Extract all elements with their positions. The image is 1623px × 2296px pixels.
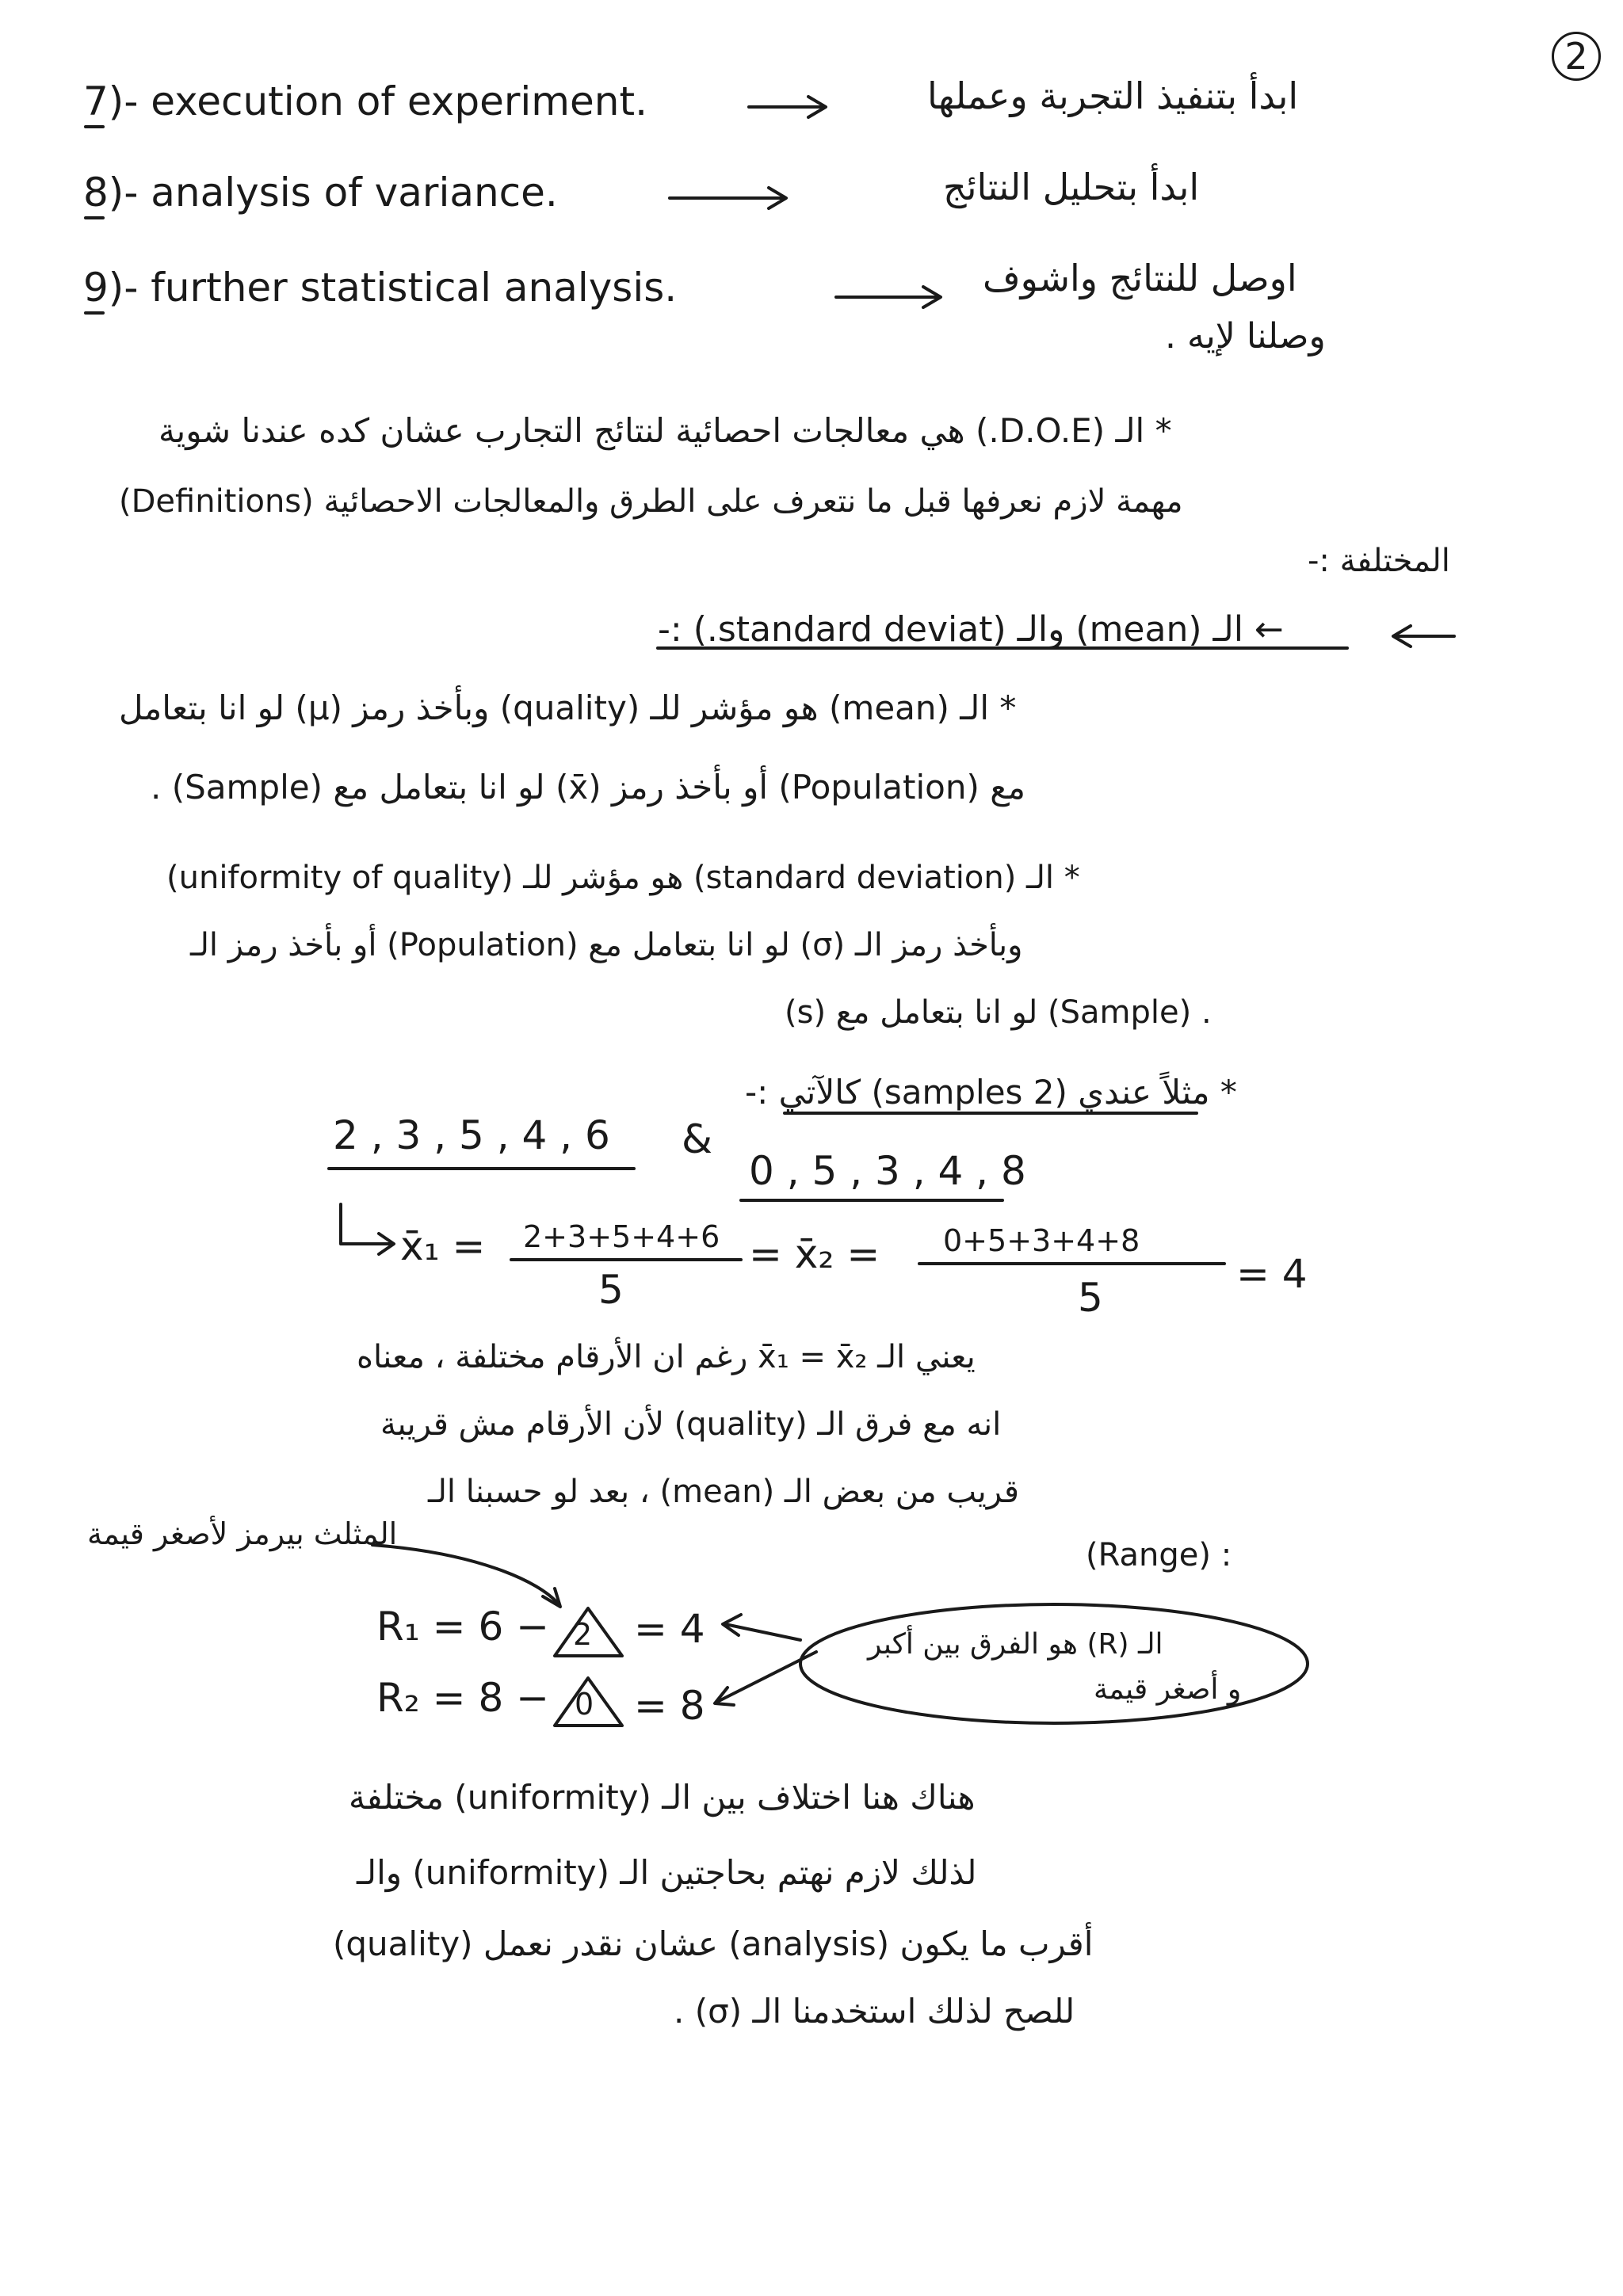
- conclusion-line-3: (quality) عشان نقدر نعمل (analysis) أقرب ما يكون: [333, 1924, 1094, 1963]
- range-r2-expression: R₂ = 8 −: [376, 1675, 550, 1721]
- xbar1-numerator: 2+3+5+4+6: [523, 1219, 720, 1254]
- xbar2-label: = x̄₂ =: [749, 1231, 880, 1277]
- step-8-arabic: ابدأ بتحليل النتائج: [943, 166, 1200, 208]
- example-intro: * مثلاً عندي (2 samples) كالآتي :-: [745, 1073, 1237, 1112]
- xbar2-denominator: 5: [1078, 1275, 1103, 1321]
- range-bubble-line-2: و أصغر قيمة: [1094, 1673, 1242, 1706]
- step-9-arrow: [836, 287, 941, 307]
- sd-def-line-3: (s) لو انا بتعامل مع (Sample) .: [785, 994, 1212, 1031]
- conclusion-line-1: هناك هنا اختلاف بين الـ (uniformity) مختلفة: [349, 1778, 976, 1817]
- range-bubble-line-1: الـ (R) هو الفرق بين أكبر: [868, 1628, 1163, 1661]
- step-9-arabic-cont: وصلنا لإيه .: [1165, 316, 1326, 357]
- xbar2-numerator: 0+5+3+4+8: [943, 1223, 1140, 1258]
- step-8-text: 8)- analysis of variance.: [83, 170, 558, 215]
- conclusion-line-4: للصح لذلك استخدمنا الـ (σ) .: [674, 1992, 1075, 2031]
- explanation-line-2: انه مع فرق الـ (quality) لأن الأرقام مش قريبة: [380, 1406, 1002, 1443]
- range-r2-min: 0: [575, 1687, 594, 1722]
- doe-note-line-3: المختلفة :-: [1308, 543, 1450, 579]
- explanation-line-3: قريب من بعض الـ (mean) ، بعد لو حسبنا الـ: [428, 1474, 1019, 1510]
- range-r1-min: 2: [573, 1617, 593, 1652]
- step-7-arrow: [749, 97, 826, 117]
- sample-1-values: 2 , 3 , 5 , 4 , 6: [333, 1112, 610, 1158]
- mean-result: = 4: [1236, 1251, 1308, 1297]
- ampersand: &: [682, 1116, 712, 1162]
- step-9-text: 9)- further statistical analysis.: [83, 265, 678, 311]
- mean-def-line-2: مع (Population) أو بأخذ رمز (x̄) لو انا بتعامل مع (Sample) .: [151, 768, 1026, 807]
- bubble-arrow-r2: [715, 1652, 816, 1705]
- step-9-arabic: اوصل للنتائج واشوف: [983, 257, 1297, 299]
- section-heading: ← الـ (mean) والـ (standard deviat.) :-: [658, 609, 1284, 650]
- sample-2-values: 0 , 5 , 3 , 4 , 8: [749, 1148, 1026, 1194]
- bubble-arrow-r1: [723, 1615, 800, 1640]
- sd-def-line-1: * الـ (standard deviation) هو مؤشر للـ (uniformity of quality): [166, 860, 1080, 896]
- doe-note-line-2: مهمة لازم نعرفها قبل ما نتعرف على الطرق والمعالجات الاحصائية (Definitions): [119, 483, 1183, 520]
- page-number: 2: [1552, 32, 1601, 81]
- explanation-line-4: (Range) :: [1086, 1537, 1232, 1573]
- range-r1-result: = 4: [634, 1606, 705, 1652]
- conclusion-line-2: لذلك لازم نهتم بحاجتين الـ (uniformity) والـ: [357, 1853, 977, 1892]
- sd-def-line-2: وبأخذ رمز الـ (σ) لو انا بتعامل مع (Population) أو بأخذ رمز الـ: [190, 927, 1023, 963]
- xbar1-label: x̄₁ =: [400, 1223, 486, 1269]
- xbar1-denominator: 5: [598, 1267, 624, 1313]
- mean-def-line-1: * الـ (mean) هو مؤشر للـ (quality) وبأخذ رمز (μ) لو انا بتعامل: [119, 688, 1017, 727]
- xbar-bracket-arrow: [341, 1204, 394, 1254]
- range-r1-expression: R₁ = 6 −: [376, 1604, 550, 1650]
- step-8-arrow: [670, 188, 786, 208]
- side-note-arrow: [372, 1545, 560, 1607]
- step-7-arabic: ابدأ بتنفيذ التجربة وعملها: [927, 74, 1299, 117]
- range-r2-result: = 8: [634, 1683, 705, 1729]
- step-7-text: 7)- execution of experiment.: [83, 78, 647, 124]
- doe-note-line-1: * الـ (D.O.E.) هي معالجات احصائية لنتائج التجارب عشان كده عندنا شوية: [158, 411, 1172, 450]
- explanation-line-1: يعني الـ x̄₁ = x̄₂ رغم ان الأرقام مختلفة ، معناه: [357, 1339, 976, 1375]
- heading-arrow: [1393, 626, 1454, 646]
- triangle-side-note: المثلث بيرمز لأصغر قيمة: [87, 1516, 398, 1551]
